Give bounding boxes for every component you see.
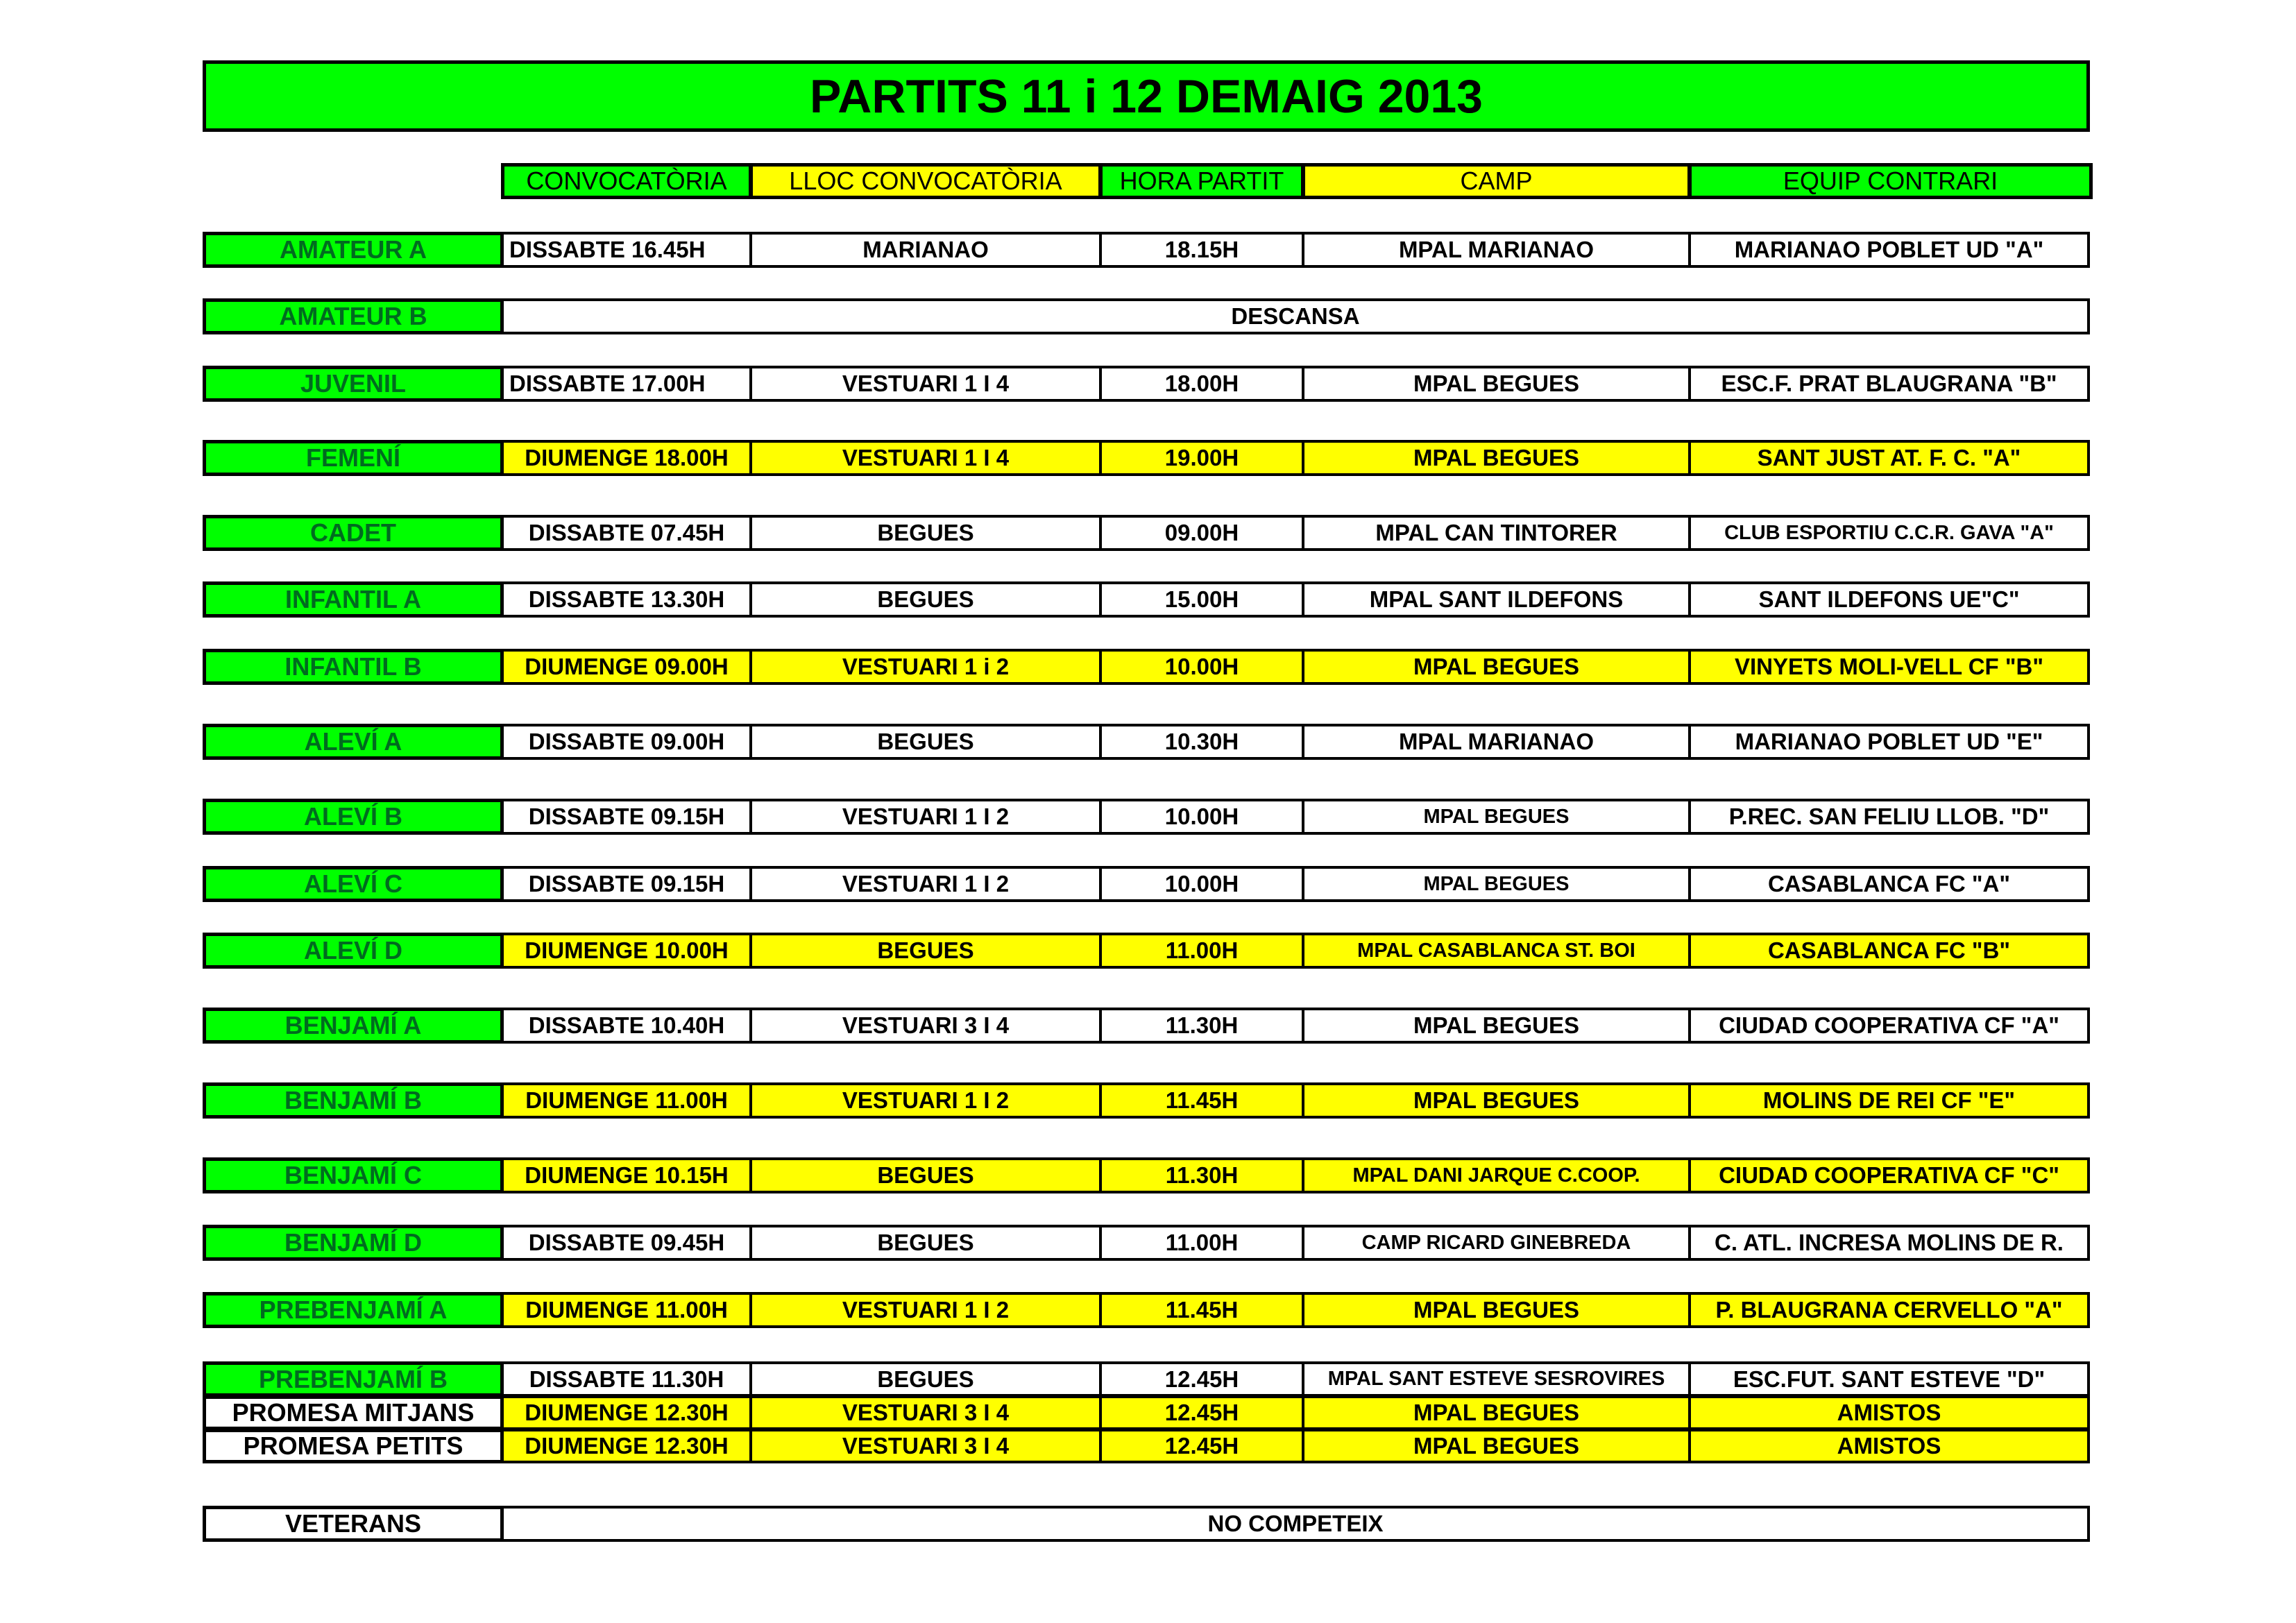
cell-equip-benjami-c: CIUDAD COOPERATIVA CF "C"	[1688, 1157, 2090, 1193]
cell-lloc-benjami-b: VESTUARI 1 I 2	[749, 1082, 1102, 1119]
cell-lloc-promesa-petits: VESTUARI 3 I 4	[749, 1429, 1102, 1463]
cell-hora-benjami-a: 11.30H	[1099, 1008, 1304, 1044]
cell-camp-alevi-a: MPAL MARIANAO	[1302, 724, 1691, 760]
cell-camp-infantil-b: MPAL BEGUES	[1302, 649, 1691, 685]
category-infantil-b: INFANTIL B	[203, 649, 504, 685]
cell-equip-juvenil: ESC.F. PRAT BLAUGRANA "B"	[1688, 366, 2090, 402]
cell-hora-benjami-d: 11.00H	[1099, 1225, 1304, 1261]
category-benjami-a: BENJAMÍ A	[203, 1008, 504, 1044]
cell-convocatoria-promesa-petits: DIUMENGE 12.30H	[501, 1429, 752, 1463]
category-benjami-d: BENJAMÍ D	[203, 1225, 504, 1261]
category-prebenjami-a: PREBENJAMÍ A	[203, 1292, 504, 1328]
cell-convocatoria-amateur-a: DISSABTE 16.45H	[501, 232, 752, 268]
cell-convocatoria-promesa-mitjans: DIUMENGE 12.30H	[501, 1395, 752, 1430]
cell-equip-benjami-b: MOLINS DE REI CF "E"	[1688, 1082, 2090, 1119]
cell-equip-alevi-a: MARIANAO POBLET UD "E"	[1688, 724, 2090, 760]
category-alevi-c: ALEVÍ C	[203, 866, 504, 902]
cell-convocatoria-benjami-c: DIUMENGE 10.15H	[501, 1157, 752, 1193]
cell-camp-alevi-b: MPAL BEGUES	[1302, 799, 1691, 835]
row-note-veterans: NO COMPETEIX	[501, 1506, 2090, 1542]
cell-camp-juvenil: MPAL BEGUES	[1302, 366, 1691, 402]
cell-equip-alevi-b: P.REC. SAN FELIU LLOB. "D"	[1688, 799, 2090, 835]
cell-lloc-cadet: BEGUES	[749, 515, 1102, 551]
cell-camp-alevi-d: MPAL CASABLANCA ST. BOI	[1302, 933, 1691, 969]
cell-lloc-amateur-a: MARIANAO	[749, 232, 1102, 268]
cell-lloc-alevi-d: BEGUES	[749, 933, 1102, 969]
cell-equip-benjami-a: CIUDAD COOPERATIVA CF "A"	[1688, 1008, 2090, 1044]
cell-equip-cadet: CLUB ESPORTIU C.C.R. GAVA "A"	[1688, 515, 2090, 551]
cell-hora-amateur-a: 18.15H	[1099, 232, 1304, 268]
cell-convocatoria-infantil-b: DIUMENGE 09.00H	[501, 649, 752, 685]
category-benjami-b: BENJAMÍ B	[203, 1082, 504, 1119]
cell-lloc-alevi-c: VESTUARI 1 I 2	[749, 866, 1102, 902]
cell-camp-alevi-c: MPAL BEGUES	[1302, 866, 1691, 902]
category-alevi-d: ALEVÍ D	[203, 933, 504, 969]
cell-convocatoria-benjami-a: DISSABTE 10.40H	[501, 1008, 752, 1044]
cell-lloc-alevi-a: BEGUES	[749, 724, 1102, 760]
cell-camp-prebenjami-b: MPAL SANT ESTEVE SESROVIRES	[1302, 1361, 1691, 1397]
cell-hora-alevi-d: 11.00H	[1099, 933, 1304, 969]
cell-camp-femeni: MPAL BEGUES	[1302, 440, 1691, 476]
cell-hora-prebenjami-b: 12.45H	[1099, 1361, 1304, 1397]
cell-camp-amateur-a: MPAL MARIANAO	[1302, 232, 1691, 268]
cell-camp-infantil-a: MPAL SANT ILDEFONS	[1302, 581, 1691, 618]
cell-hora-infantil-b: 10.00H	[1099, 649, 1304, 685]
cell-equip-alevi-c: CASABLANCA FC "A"	[1688, 866, 2090, 902]
cell-convocatoria-juvenil: DISSABTE 17.00H	[501, 366, 752, 402]
cell-equip-infantil-a: SANT ILDEFONS UE"C"	[1688, 581, 2090, 618]
cell-camp-benjami-b: MPAL BEGUES	[1302, 1082, 1691, 1119]
page-title: PARTITS 11 i 12 DEMAIG 2013	[203, 60, 2090, 132]
cell-convocatoria-alevi-a: DISSABTE 09.00H	[501, 724, 752, 760]
cell-hora-infantil-a: 15.00H	[1099, 581, 1304, 618]
row-note-amateur-b: DESCANSA	[501, 298, 2090, 334]
cell-hora-promesa-petits: 12.45H	[1099, 1429, 1304, 1463]
cell-lloc-promesa-mitjans: VESTUARI 3 I 4	[749, 1395, 1102, 1430]
cell-convocatoria-femeni: DIUMENGE 18.00H	[501, 440, 752, 476]
cell-lloc-benjami-d: BEGUES	[749, 1225, 1102, 1261]
header-camp: CAMP	[1302, 163, 1691, 199]
cell-camp-cadet: MPAL CAN TINTORER	[1302, 515, 1691, 551]
category-cadet: CADET	[203, 515, 504, 551]
cell-convocatoria-alevi-b: DISSABTE 09.15H	[501, 799, 752, 835]
cell-camp-benjami-a: MPAL BEGUES	[1302, 1008, 1691, 1044]
cell-camp-benjami-c: MPAL DANI JARQUE C.COOP.	[1302, 1157, 1691, 1193]
cell-hora-alevi-a: 10.30H	[1099, 724, 1304, 760]
category-alevi-a: ALEVÍ A	[203, 724, 504, 760]
header-hora-partit: HORA PARTIT	[1099, 163, 1304, 199]
category-promesa-petits: PROMESA PETITS	[203, 1429, 504, 1463]
cell-convocatoria-prebenjami-b: DISSABTE 11.30H	[501, 1361, 752, 1397]
cell-hora-alevi-c: 10.00H	[1099, 866, 1304, 902]
cell-lloc-benjami-c: BEGUES	[749, 1157, 1102, 1193]
cell-convocatoria-alevi-d: DIUMENGE 10.00H	[501, 933, 752, 969]
category-infantil-a: INFANTIL A	[203, 581, 504, 618]
cell-hora-benjami-c: 11.30H	[1099, 1157, 1304, 1193]
header-lloc-convocatoria: LLOC CONVOCATÒRIA	[749, 163, 1102, 199]
category-alevi-b: ALEVÍ B	[203, 799, 504, 835]
cell-hora-prebenjami-a: 11.45H	[1099, 1292, 1304, 1328]
category-amateur-a: AMATEUR A	[203, 232, 504, 268]
cell-convocatoria-infantil-a: DISSABTE 13.30H	[501, 581, 752, 618]
cell-equip-femeni: SANT JUST AT. F. C. "A"	[1688, 440, 2090, 476]
cell-equip-prebenjami-b: ESC.FUT. SANT ESTEVE "D"	[1688, 1361, 2090, 1397]
cell-camp-promesa-petits: MPAL BEGUES	[1302, 1429, 1691, 1463]
cell-convocatoria-prebenjami-a: DIUMENGE 11.00H	[501, 1292, 752, 1328]
cell-lloc-juvenil: VESTUARI 1 I 4	[749, 366, 1102, 402]
category-femeni: FEMENÍ	[203, 440, 504, 476]
cell-hora-promesa-mitjans: 12.45H	[1099, 1395, 1304, 1430]
cell-hora-benjami-b: 11.45H	[1099, 1082, 1304, 1119]
category-promesa-mitjans: PROMESA MITJANS	[203, 1395, 504, 1430]
cell-lloc-femeni: VESTUARI 1 I 4	[749, 440, 1102, 476]
cell-hora-femeni: 19.00H	[1099, 440, 1304, 476]
category-prebenjami-b: PREBENJAMÍ B	[203, 1361, 504, 1397]
category-veterans: VETERANS	[203, 1506, 504, 1542]
cell-convocatoria-benjami-d: DISSABTE 09.45H	[501, 1225, 752, 1261]
cell-convocatoria-alevi-c: DISSABTE 09.15H	[501, 866, 752, 902]
cell-camp-promesa-mitjans: MPAL BEGUES	[1302, 1395, 1691, 1430]
cell-camp-prebenjami-a: MPAL BEGUES	[1302, 1292, 1691, 1328]
cell-equip-promesa-petits: AMISTOS	[1688, 1429, 2090, 1463]
category-amateur-b: AMATEUR B	[203, 298, 504, 334]
cell-equip-promesa-mitjans: AMISTOS	[1688, 1395, 2090, 1430]
cell-lloc-alevi-b: VESTUARI 1 I 2	[749, 799, 1102, 835]
cell-camp-benjami-d: CAMP RICARD GINEBREDA	[1302, 1225, 1691, 1261]
cell-hora-juvenil: 18.00H	[1099, 366, 1304, 402]
cell-lloc-prebenjami-b: BEGUES	[749, 1361, 1102, 1397]
cell-lloc-infantil-b: VESTUARI 1 i 2	[749, 649, 1102, 685]
cell-convocatoria-benjami-b: DIUMENGE 11.00H	[501, 1082, 752, 1119]
cell-convocatoria-cadet: DISSABTE 07.45H	[501, 515, 752, 551]
cell-hora-alevi-b: 10.00H	[1099, 799, 1304, 835]
header-equip-contrari: EQUIP CONTRARI	[1688, 163, 2093, 199]
cell-equip-infantil-b: VINYETS MOLI-VELL CF "B"	[1688, 649, 2090, 685]
cell-equip-alevi-d: CASABLANCA FC "B"	[1688, 933, 2090, 969]
category-benjami-c: BENJAMÍ C	[203, 1157, 504, 1193]
cell-equip-prebenjami-a: P. BLAUGRANA CERVELLO "A"	[1688, 1292, 2090, 1328]
cell-lloc-infantil-a: BEGUES	[749, 581, 1102, 618]
header-convocatoria: CONVOCATÒRIA	[501, 163, 752, 199]
cell-lloc-benjami-a: VESTUARI 3 I 4	[749, 1008, 1102, 1044]
category-juvenil: JUVENIL	[203, 366, 504, 402]
cell-hora-cadet: 09.00H	[1099, 515, 1304, 551]
cell-equip-amateur-a: MARIANAO POBLET UD "A"	[1688, 232, 2090, 268]
cell-equip-benjami-d: C. ATL. INCRESA MOLINS DE R.	[1688, 1225, 2090, 1261]
cell-lloc-prebenjami-a: VESTUARI 1 I 2	[749, 1292, 1102, 1328]
